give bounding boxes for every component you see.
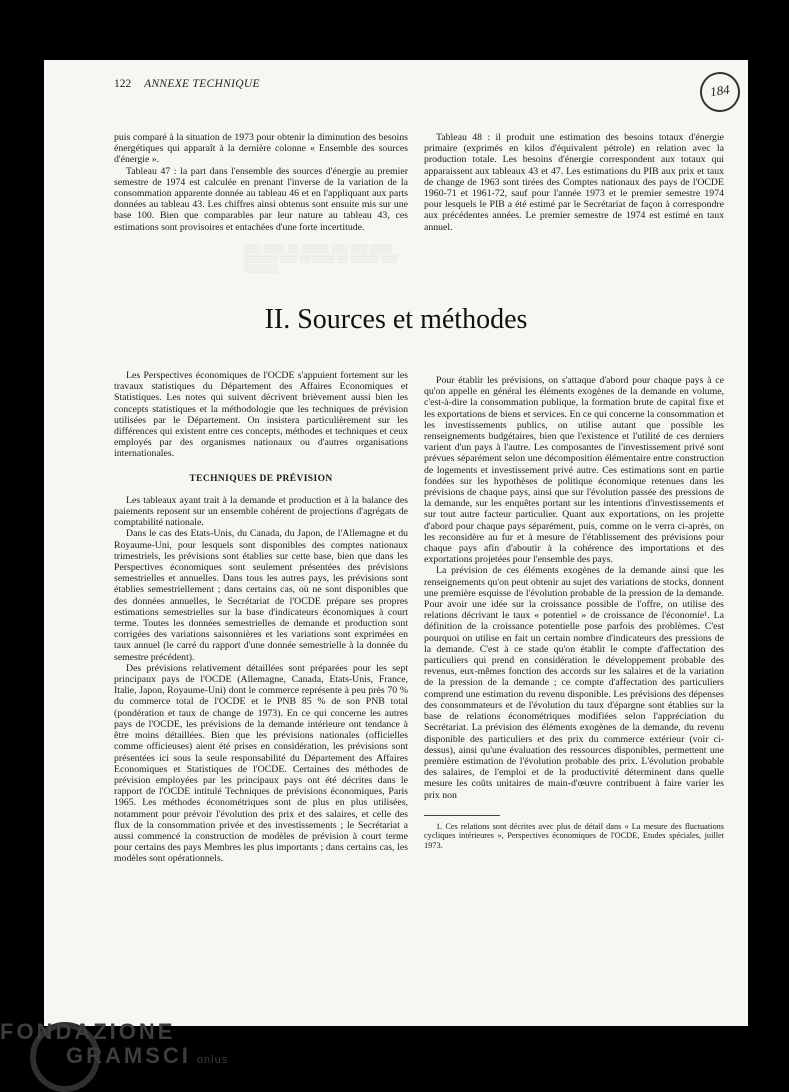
paragraph: Des prévisions relativement détaillées sont préparées pour les sept principaux pays de l'OCDE (Allemagne, Canada, Etats-Unis, France, Italie, Japon, Royaume-Uni) dont le commerce représente à peu près 70 % du commerce total de l'OCDE et le PNB 85 % de son PNB total (pondération et taux de change de 1973). En ce qui concerne les autres pays de l'OCDE, les prévisions de la demande intérieure ont tendance à être moins détaillées. Bien que les prévisions nationales (officielles comme officieuses) aient été prises en considération, les prévisions sont présentées ici sous la seule responsabilité du Département des Affaires Economiques et Statistiques de l'OCDE. Certaines des méthodes de prévision employées par les principaux pays ont été décrites dans le rapport de l'OCDE intitulé Techniques de prévisions économiques, Paris 1965. Les méthodes économétriques sont de plus en plus utilisées, notamment pour prévoir l'évolution des prix et des salaires, et celle des flux de la consommation privée et des investissements ; le Secrétariat a aussi commencé la construction de modèles de prévision à court terme pour certains des pays Membres les plus importants ; dans certains cas, les modèles sont opérationnels. bbox=[114, 662, 408, 865]
paragraph: La prévision de ces éléments exogènes de la demande ainsi que les renseignements qu'on peut obtenir au sujet des variations de stocks, donnent une première esquisse de l'évolution probable de la pression de la demande. Pour avoir une idée sur la croissance possible de l'offre, on utilise des relations décrivant le taux « potentiel » de croissance de l'économie¹. La définition de la croissance potentielle pose parfois des problèmes. C'est pourquoi on utilise en fait un certain nombre d'indicateurs des pressions de la demande. C'est à ce stade qu'on établit le compte d'affectation des particuliers qui prend en considération le développement probable des revenus, eux-mêmes fonction des accords sur les salaires et de la variation de la pression de la demande ; ce compte d'affectation des particuliers comprend une estimation du revenu disponible. Les prévisions des dépenses des consommateurs et de l'évolution du taux d'épargne sont établies sur la base de relations économétriques modifiées selon l'appréciation du Secrétariat. La prévision des éléments exogènes de la demande, du revenu disponible des particuliers et des prix du commerce extérieur (voir ci-dessus), ainsi qu'une évaluation des ressources disponibles, permettent une première estimation de l'évolution probable des prix. L'évolution probable des salaires, de l'emploi et de la productivité déterminent dans quelle mesure les coûts unitaires de main-d'œuvre contribuent à faire varier les prix non bbox=[424, 565, 724, 801]
bottom-left-column bbox=[114, 370, 408, 865]
bleed-through-text: ▒▒▒ ▒▒▒▒ ▒▒ ▒▒▒▒▒ ▒▒▒ ▒▒▒ ▒▒▒▒ ▒▒▒▒▒▒ ▒▒▒ ▒▒ ▒▒▒▒ ▒▒ ▒▒▒▒▒ ▒▒▒ ▒▒▒▒▒▒ bbox=[244, 244, 398, 273]
bottom-right-column bbox=[424, 375, 724, 851]
watermark-line2 bbox=[0, 1044, 228, 1072]
subheading: TECHNIQUES DE PRÉVISION bbox=[189, 473, 333, 484]
paragraph: Pour établir les prévisions, on s'attaque d'abord pour chaque pays à ce qu'on appelle en général les éléments exogènes de la demande en volume, c'est-à-dire la consommation publique, la formation brute de capital fixe et les exportations de biens et services. En ce qui concerne la consommation et les investissements publics, on utilise autant que possible les renseignements budgétaires, bien que l'existence et l'utilité de ces derniers varient d'un pays à l'autre. Les composantes de l'investissement privé sont prévues séparément selon une décomposition élémentaire entre construction de logements et investissement privé autre. Ces estimations sont en partie fondées sur les hypothèses de politique économique retenues dans les prévisions de chaque pays, ainsi que sur l'évolution passée des pressions de la demande, sur les enquêtes portant sur les intentions d'investissements et sur tout autre facteur particulier. Quant aux exportations, on les projette d'abord pour chaque pays séparément, puis, comme on le verra ci-après, on les reconsidère au fur et à mesure de l'établissement des prévisions pour chaque pays afin d'aboutir à la cohérence des importations et des exportations projetées pour l'ensemble des pays. bbox=[424, 375, 724, 566]
document-page bbox=[44, 60, 748, 1026]
paragraph: Tableau 47 : la part dans l'ensemble des sources d'énergie au premier semestre de 1974 est calculée en prenant l'inverse de la variation de la consommation apparente donnée au tableau 46 et en l'appliquant aux parts données au tableau 43. Les chiffres ainsi obtenus sont ensuite mis sur une base 100. Bien que comparables par leur nature au tableau 43, ces estimations sont provisoires et entachées d'une forte incertitude. bbox=[114, 165, 408, 233]
intro-paragraph: Les Perspectives économiques de l'OCDE s'appuient fortement sur les travaux statistiques du Département des Affaires Economiques et Statistiques. Les notes qui suivent décrivent brièvement aussi bien les concepts statistiques et la méthodologie que les techniques de prévision utilisées par le Département. On insistera particulièrement sur les différences qui existent entre ces concepts, méthodes et techniques et ceux employés par des organismes nationaux ou d'autres organisations internationales. bbox=[114, 370, 408, 460]
watermark-name: GRAMSCI bbox=[66, 1043, 191, 1068]
archive-stamp: 184 bbox=[697, 69, 742, 114]
footnote: 1. Ces relations sont décrites avec plus de détail dans « La mesure des fluctuations cycliques intérieures », Perspectives économiques de l'OCDE, Etudes spéciales, juillet 1973. bbox=[424, 821, 724, 850]
header-title: ANNEXE TECHNIQUE bbox=[144, 78, 260, 90]
section-title: II. Sources et méthodes bbox=[264, 304, 528, 335]
page-number: 122 bbox=[114, 78, 132, 90]
running-header bbox=[114, 78, 260, 90]
watermark bbox=[0, 1020, 228, 1072]
top-left-column bbox=[114, 132, 408, 233]
paragraph: Tableau 48 : il produit une estimation des besoins totaux d'énergie primaire (exprimés en kilos d'équivalent pétrole) en relation avec la production totale. Les besoins d'énergie correspondent aux totaux qui apparaissent aux tableaux 43 et 47. Les estimations du PIB aux prix et taux de change de 1963 sont tirées des Comptes nationaux des pays de l'OCDE 1960-71 et 1961-72, sauf pour l'année 1973 et le premier semestre 1974 pour lesquels le PIB a été estimé par le Secrétariat de façon à correspondre aux précédentes années. Le premier semestre de 1974 est estimé en taux annuel. bbox=[424, 132, 724, 233]
watermark-line1: FONDAZIONE bbox=[0, 1019, 176, 1044]
footnote-divider bbox=[424, 815, 500, 816]
watermark-suffix: onlus bbox=[196, 1054, 229, 1066]
paragraph: puis comparé à la situation de 1973 pour obtenir la diminution des besoins énergétiques qui apparaît à la dernière colonne « Ensemble des sources d'énergie ». bbox=[114, 132, 408, 166]
paragraph: Les tableaux ayant trait à la demande et production et à la balance des paiements reposent sur un ensemble cohérent de projections d'agrégats de comptabilité nationale. bbox=[114, 494, 408, 529]
top-right-column bbox=[424, 132, 724, 233]
paragraph: Dans le cas des Etats-Unis, du Canada, du Japon, de l'Allemagne et du Royaume-Uni, pour lesquels sont disponibles des comptes nationaux trimestriels, les prévisions sont établies sur cette base, bien que dans les Perspectives économiques sont seulement présentées des prévisions semestrielles et annuelles. Dans tous les autres pays, les prévisions sont établies semestriellement ; dans certains cas, où ne sont disponibles que des données annuelles, le Secrétariat de l'OCDE prépare ses propres estimations semestrielles sur la base d'indicateurs économiques à court terme. Toutes les données semestrielles de demande et production sont corrigées des variations saisonnières et les variations sont exprimées en taux annuel (le carré du rapport d'une donnée semestrielle à la donnée du semestre précédent). bbox=[114, 528, 408, 663]
